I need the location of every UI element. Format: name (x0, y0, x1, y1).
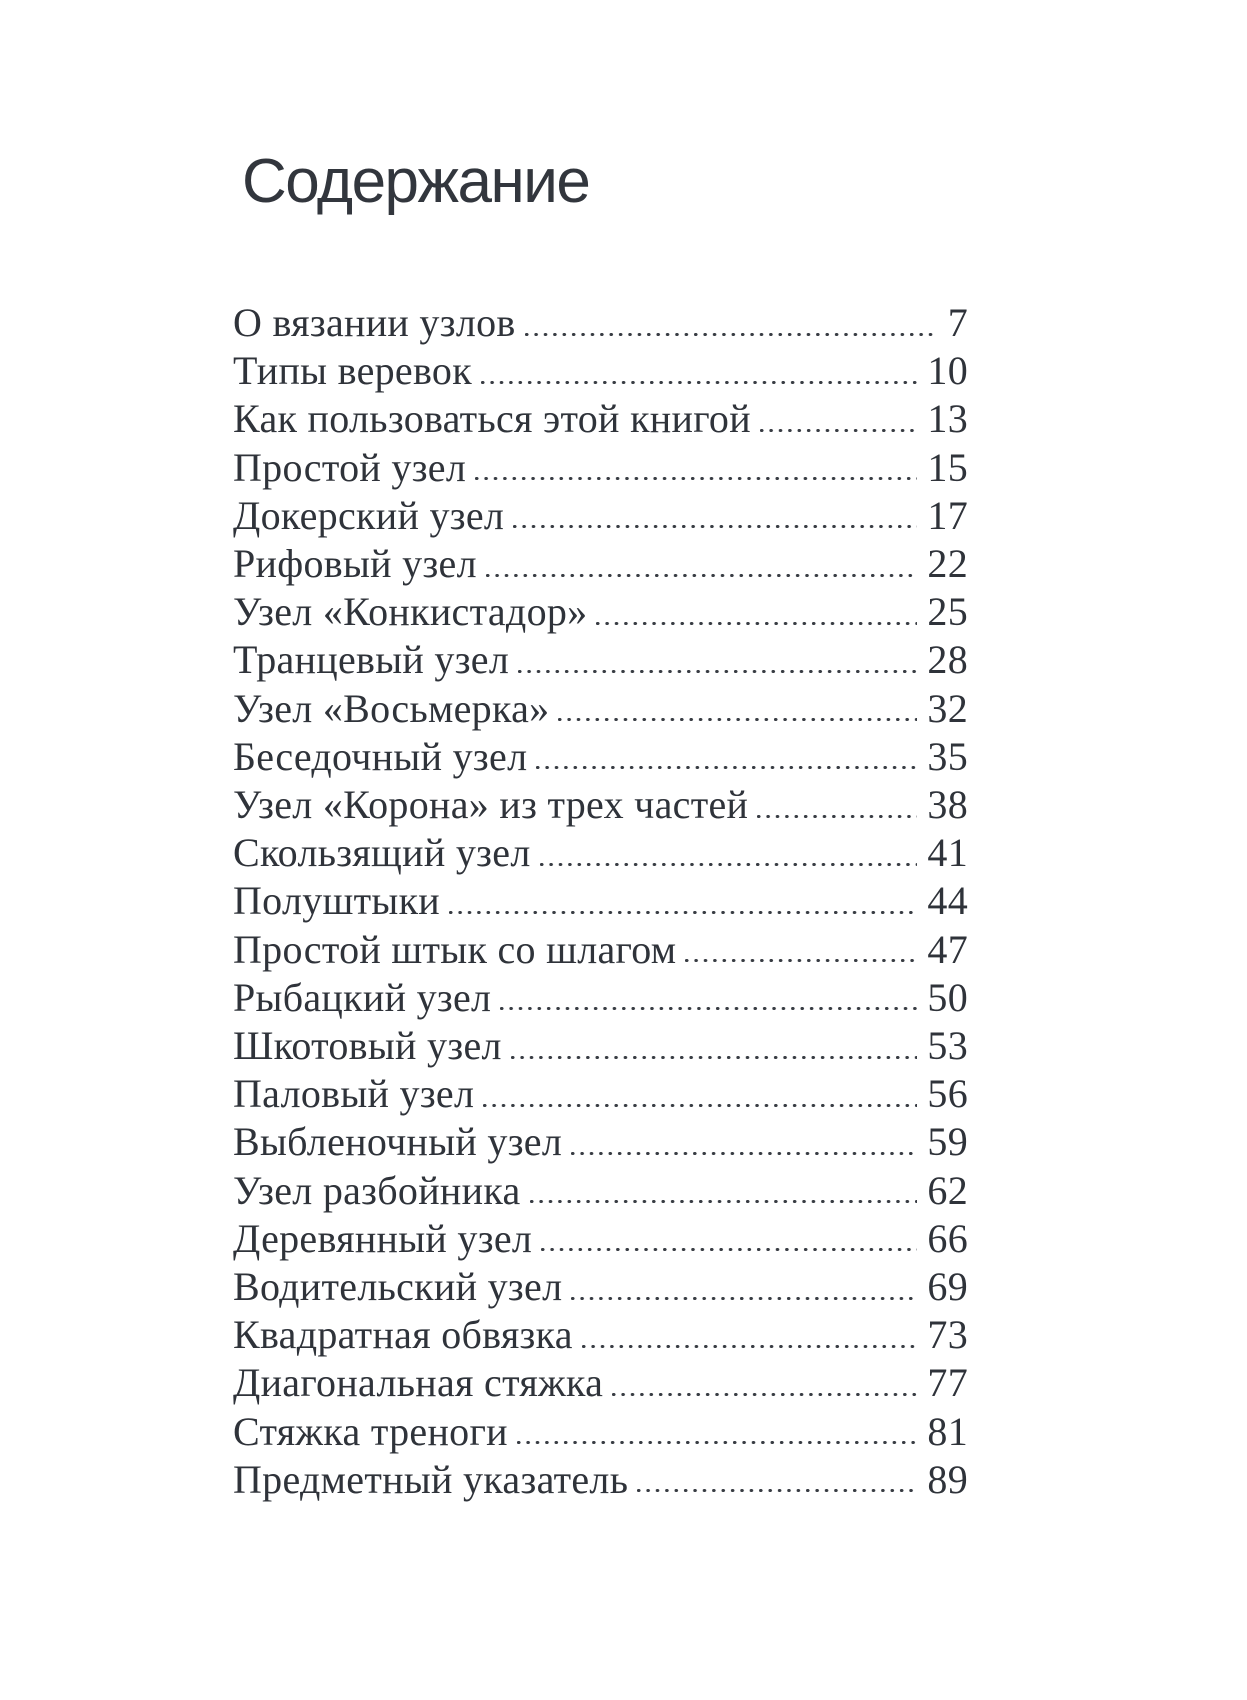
toc-entry (233, 1022, 968, 1070)
toc-entry-label: Узел «Конкистадор» (233, 589, 588, 635)
toc-entry-page-number: 17 (927, 492, 968, 538)
toc-list (233, 299, 968, 1504)
toc-entry-page-number: 41 (927, 830, 968, 876)
dot-leader (637, 1489, 917, 1493)
dot-leader (540, 862, 918, 866)
toc-entry (233, 1456, 968, 1504)
toc-entry (233, 1070, 968, 1118)
toc-entry (233, 877, 968, 925)
toc-entry-page-number: 7 (947, 300, 968, 345)
toc-entry-page-number: 77 (927, 1360, 968, 1406)
dot-leader (571, 1151, 917, 1155)
toc-entry-label: Паловый узел (233, 1071, 475, 1117)
toc-entry-label: Узел «Восьмерка» (233, 685, 550, 731)
toc-entry (233, 1167, 968, 1215)
dot-leader (475, 477, 917, 481)
toc-entry-page-number: 56 (927, 1071, 968, 1117)
toc-entry-label: Скользящий узел (233, 830, 531, 876)
toc-entry (233, 926, 968, 974)
toc-entry (233, 781, 968, 829)
page-title: Содержание (242, 147, 590, 216)
toc-entry-label: Стяжка треноги (233, 1408, 508, 1454)
toc-entry (233, 588, 968, 636)
toc-entry (233, 1215, 968, 1263)
toc-entry (233, 1118, 968, 1166)
toc-entry-page-number: 59 (927, 1119, 968, 1165)
toc-entry (233, 540, 968, 588)
dot-leader (483, 1103, 917, 1107)
toc-entry (233, 299, 968, 347)
toc-entry-page-number: 25 (927, 589, 968, 635)
toc-entry-label: Полуштыки (233, 878, 441, 924)
toc-entry-label: Шкотовый узел (233, 1023, 502, 1069)
toc-entry (233, 685, 968, 733)
toc-entry-label: Диагональная стяжка (233, 1360, 604, 1406)
toc-entry-page-number: 89 (927, 1456, 968, 1502)
toc-entry-label: Рифовый узел (233, 541, 477, 587)
toc-entry-page-number: 47 (927, 926, 968, 972)
dot-leader (486, 573, 918, 577)
toc-entry (233, 444, 968, 492)
toc-entry-page-number: 50 (927, 974, 968, 1020)
dot-leader (481, 380, 917, 384)
toc-entry-page-number: 13 (927, 396, 968, 442)
toc-entry-page-number: 22 (927, 541, 968, 587)
dot-leader (541, 1248, 917, 1252)
toc-entry-label: Типы веревок (233, 348, 472, 394)
dot-leader (530, 1200, 918, 1204)
toc-entry-label: Простой штык со шлагом (233, 926, 677, 972)
toc-entry (233, 1263, 968, 1311)
dot-leader (518, 669, 917, 673)
toc-entry (233, 1359, 968, 1407)
dot-leader (596, 621, 917, 625)
toc-entry-page-number: 32 (927, 685, 968, 731)
dot-leader (525, 332, 938, 336)
toc-entry-page-number: 62 (927, 1167, 968, 1213)
toc-entry-label: Выбленочный узел (233, 1119, 563, 1165)
toc-entry-page-number: 73 (927, 1312, 968, 1358)
toc-entry-page-number: 53 (927, 1023, 968, 1069)
toc-entry-label: Квадратная обвязка (233, 1312, 573, 1358)
dot-leader (685, 959, 917, 963)
toc-entry (233, 829, 968, 877)
dot-leader (536, 766, 917, 770)
toc-entry-label: Узел «Корона» из трех частей (233, 782, 749, 828)
toc-entry (233, 1311, 968, 1359)
dot-leader (582, 1344, 918, 1348)
dot-leader (760, 428, 917, 432)
dot-leader (558, 718, 917, 722)
dot-leader (500, 1007, 917, 1011)
toc-entry-page-number: 69 (927, 1264, 968, 1310)
toc-entry-label: Простой узел (233, 444, 467, 490)
toc-entry-label: Водительский узел (233, 1264, 563, 1310)
dot-leader (757, 814, 917, 818)
toc-entry-label: Предметный указатель (233, 1456, 629, 1502)
dot-leader (449, 910, 917, 914)
toc-entry-label: Рыбацкий узел (233, 974, 492, 1020)
toc-entry (233, 733, 968, 781)
toc-entry (233, 636, 968, 684)
toc-entry-label: Беседочный узел (233, 733, 528, 779)
toc-entry-page-number: 10 (927, 348, 968, 394)
toc-entry-label: Деревянный узел (233, 1215, 533, 1261)
toc-entry-page-number: 38 (927, 782, 968, 828)
dot-leader (612, 1392, 917, 1396)
toc-entry-page-number: 81 (927, 1408, 968, 1454)
toc-entry-page-number: 44 (927, 878, 968, 924)
toc-entry-label: О вязании узлов (233, 300, 516, 345)
dot-leader (517, 1441, 918, 1445)
toc-entry (233, 974, 968, 1022)
toc-entry-page-number: 15 (927, 444, 968, 490)
toc-entry-label: Докерский узел (233, 492, 505, 538)
toc-entry-label: Узел разбойника (233, 1167, 521, 1213)
toc-entry (233, 395, 968, 443)
dot-leader (571, 1296, 917, 1300)
toc-entry-page-number: 28 (927, 637, 968, 683)
toc-entry-page-number: 66 (927, 1215, 968, 1261)
toc-entry (233, 347, 968, 395)
toc-entry (233, 1408, 968, 1456)
toc-entry-page-number: 35 (927, 733, 968, 779)
dot-leader (511, 1055, 918, 1059)
toc-entry (233, 492, 968, 540)
toc-entry-label: Как пользоваться этой книгой (233, 396, 751, 442)
dot-leader (513, 525, 917, 529)
toc-entry-label: Транцевый узел (233, 637, 510, 683)
